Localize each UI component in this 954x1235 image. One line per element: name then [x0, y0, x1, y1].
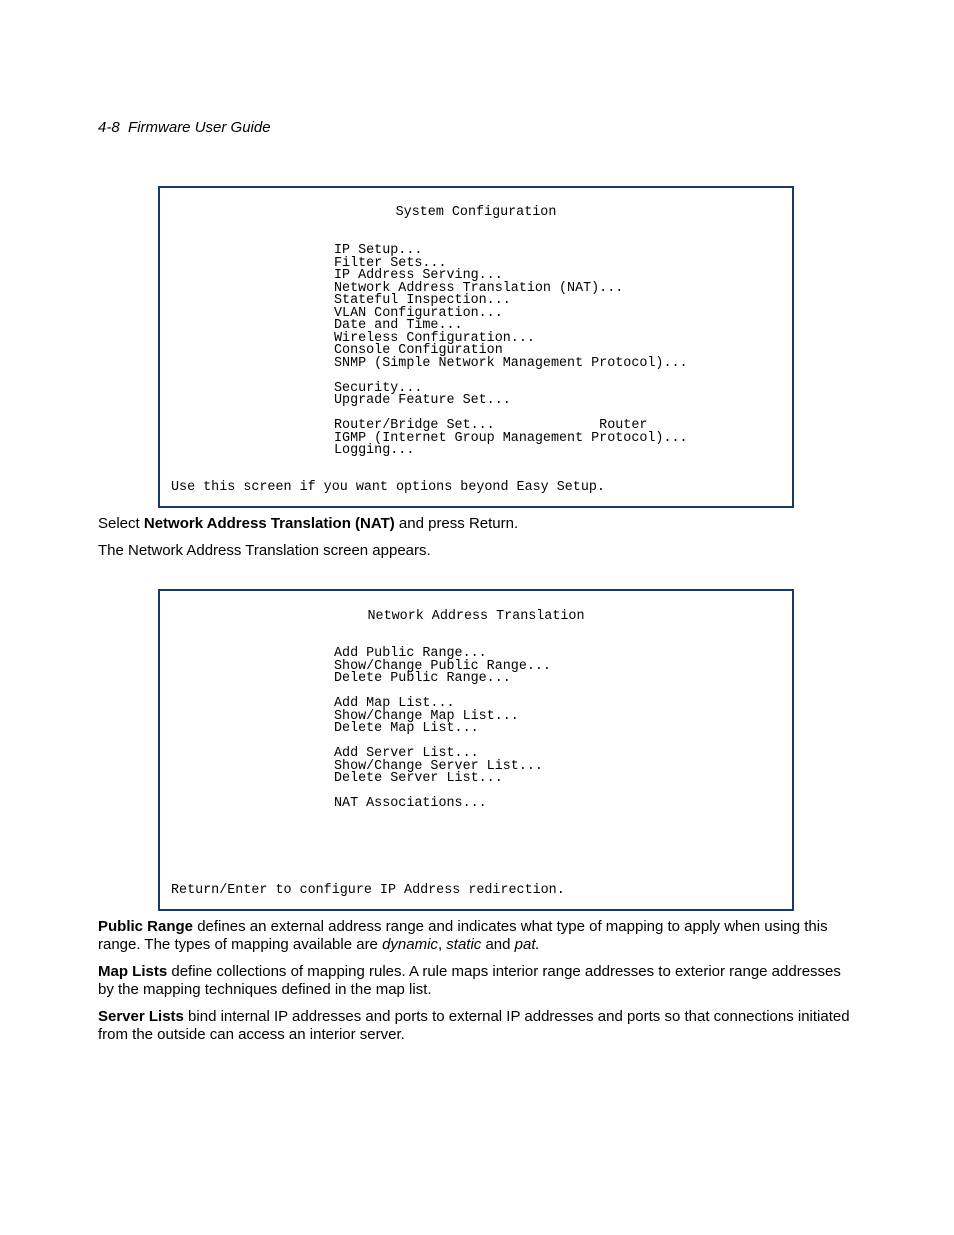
menu-item-add-server-list[interactable]: Add Server List... — [334, 746, 479, 761]
menu-item-stateful-inspection[interactable]: Stateful Inspection... — [334, 293, 511, 308]
menu-item-upgrade-feature-set[interactable]: Upgrade Feature Set... — [334, 393, 511, 408]
menu-item-delete-map-list[interactable]: Delete Map List... — [334, 721, 479, 736]
map-lists-paragraph: Map Lists define collections of mapping rules. A rule maps interior range addresses to exterior range addresses by the mapping techniques defined in the map list. — [98, 963, 841, 998]
menu-item-security[interactable]: Security... — [334, 380, 423, 396]
menu-item-logging[interactable]: Logging... — [334, 443, 415, 458]
server-lists-paragraph: Server Lists bind internal IP addresses and ports to external IP addresses and ports so that connections initiated from the outside can access an interior server. — [98, 1008, 850, 1043]
system-configuration-screen — [158, 186, 794, 508]
menu-item-router-bridge-set[interactable]: Router/Bridge Set... Router — [334, 418, 648, 433]
menu-item-show-change-server-list[interactable]: Show/Change Server List... — [334, 758, 543, 774]
menu-item-add-public-range[interactable]: Add Public Range... — [334, 646, 487, 661]
menu-item-nat[interactable]: Network Address Translation (NAT)... — [334, 280, 624, 296]
menu-item-wireless-configuration[interactable]: Wireless Configuration... — [334, 330, 535, 346]
nat-screen — [158, 589, 794, 911]
menu-item-delete-server-list[interactable]: Delete Server List... — [334, 771, 503, 786]
menu-item-delete-public-range[interactable]: Delete Public Range... — [334, 671, 511, 686]
menu-item-show-change-public-range[interactable]: Show/Change Public Range... — [334, 658, 551, 674]
menu-item-filter-sets[interactable]: Filter Sets... — [334, 255, 447, 271]
menu-item-vlan-configuration[interactable]: VLAN Configuration... — [334, 305, 503, 321]
menu-item-ip-setup[interactable]: IP Setup... — [334, 243, 423, 258]
page-header — [98, 119, 271, 136]
menu-item-date-and-time[interactable]: Date and Time... — [334, 318, 463, 333]
public-range-paragraph: Public Range defines an external address range and indicates what type of mapping to apply when using this range. The types of mapping available are dynamic, static and pat. — [98, 918, 828, 953]
menu-item-console-configuration[interactable]: Console Configuration — [334, 343, 503, 358]
screen-title: System Configuration — [395, 205, 557, 220]
menu-item-igmp[interactable]: IGMP (Internet Group Management Protocol)... — [334, 430, 688, 446]
menu-item-snmp[interactable]: SNMP (Simple Network Management Protocol)... — [334, 355, 688, 371]
screen-appears-paragraph: The Network Address Translation screen appears. — [98, 542, 431, 559]
screen-title: Network Address Translation — [367, 609, 585, 624]
page-number: 4-8 — [98, 119, 120, 136]
menu-item-show-change-map-list[interactable]: Show/Change Map List... — [334, 708, 519, 724]
guide-title: Firmware User Guide — [128, 119, 271, 136]
instruction-paragraph: Select Network Address Translation (NAT) and press Return. — [98, 515, 519, 532]
screen-footer-hint: Use this screen if you want options beyond Easy Setup. — [171, 480, 605, 495]
menu-item-add-map-list[interactable]: Add Map List... — [334, 696, 455, 711]
nat-menu-reference: Network Address Translation (NAT) — [143, 515, 395, 532]
screen-footer-hint: Return/Enter to configure IP Address redirection. — [171, 883, 565, 898]
menu-item-nat-associations[interactable]: NAT Associations... — [334, 796, 487, 811]
menu-item-ip-address-serving[interactable]: IP Address Serving... — [334, 268, 503, 283]
